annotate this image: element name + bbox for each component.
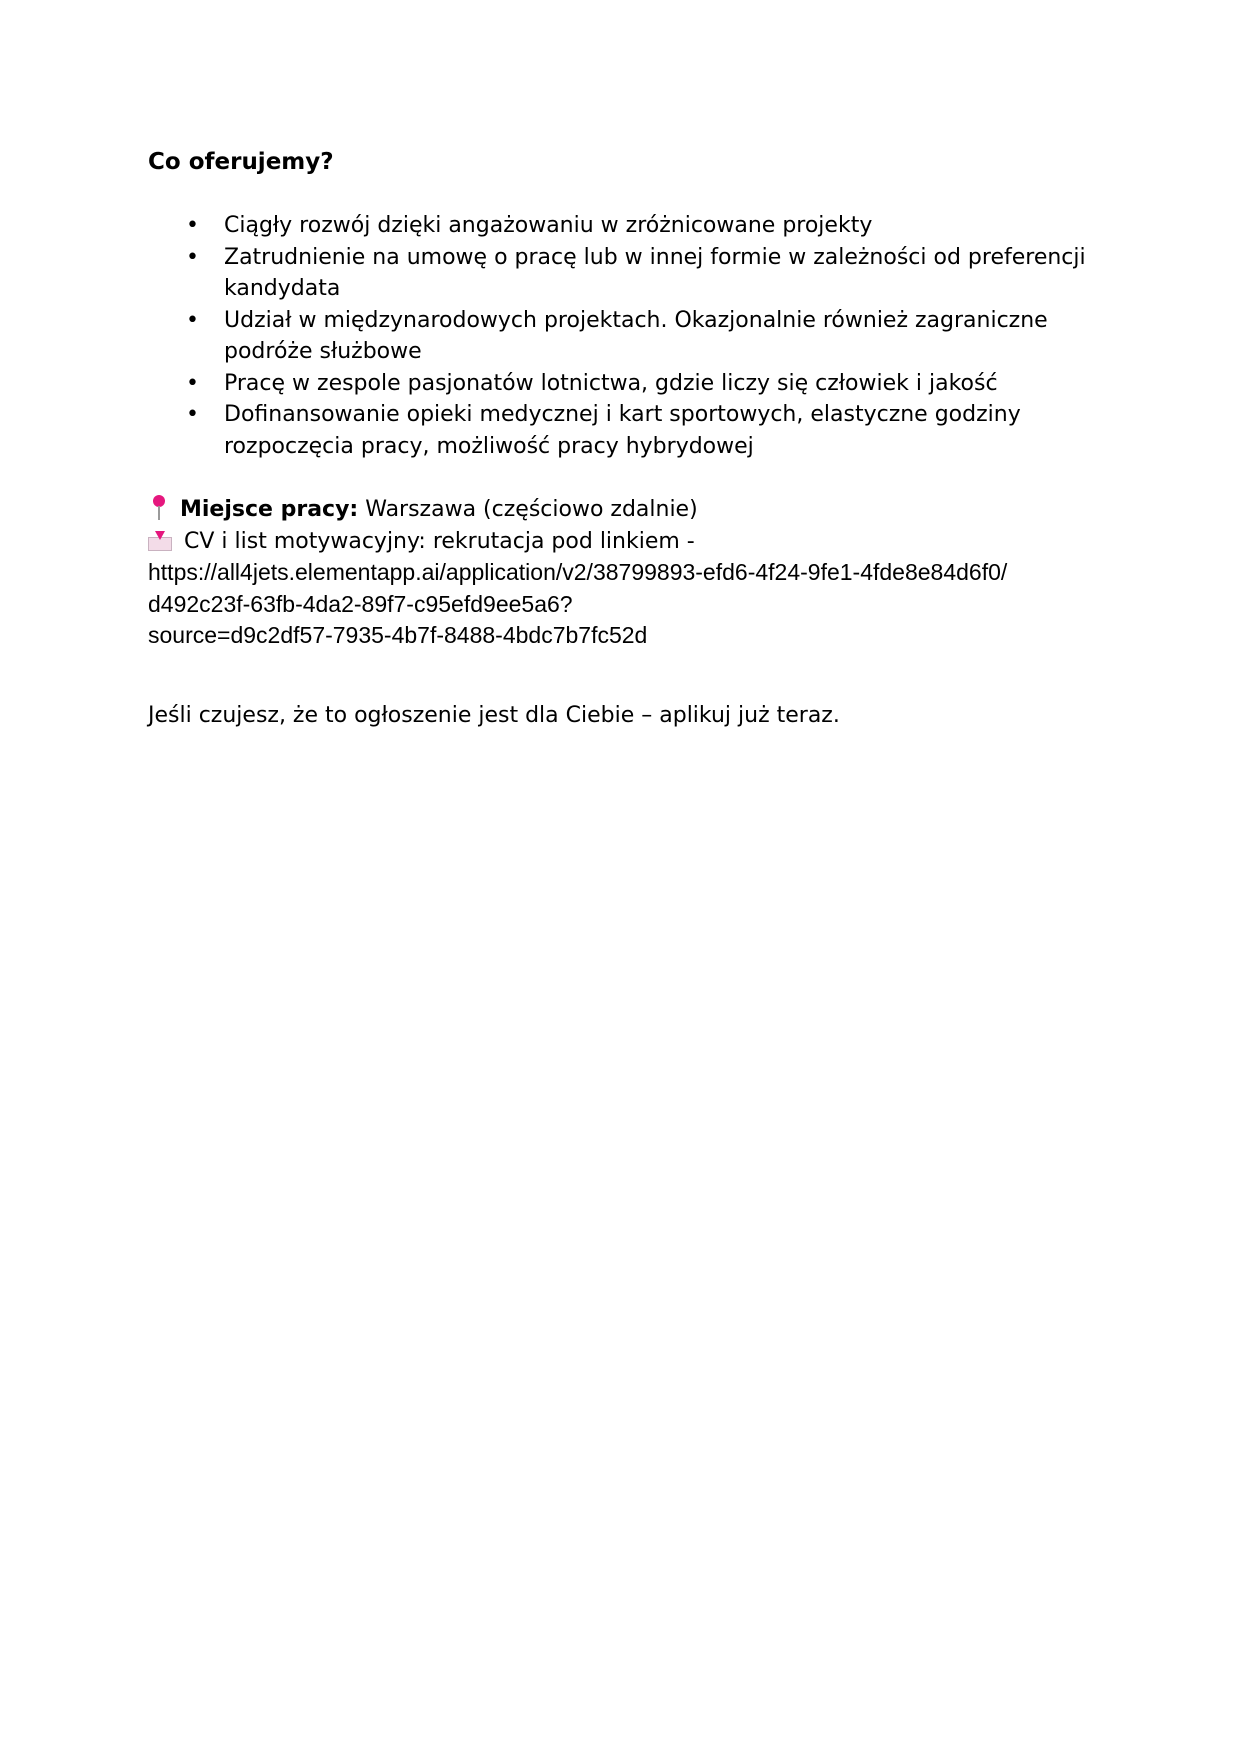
list-item-text: Dofinansowanie opieki medycznej i kart sportowych, elastyczne godziny xyxy=(224,402,1021,427)
offer-list xyxy=(148,210,1108,462)
envelope-with-arrow-icon xyxy=(148,531,174,551)
application-line xyxy=(148,526,1108,558)
list-item-text-continued: rozpoczęcia pracy, możliwość pracy hybrydowej xyxy=(224,433,754,459)
workplace-value: Warszawa (częściowo zdalnie) xyxy=(358,497,698,522)
workplace-line xyxy=(148,494,1108,526)
list-item-text: Ciągły rozwój dzięki angażowaniu w zróżnicowane projekty xyxy=(224,213,873,238)
pushpin-icon xyxy=(148,495,170,521)
document-page xyxy=(148,146,1108,728)
application-link-continued[interactable]: source=d9c2df57-7935-4b7f-8488-4bdc7b7fc52d xyxy=(148,622,648,648)
bullet: • xyxy=(186,213,199,238)
workplace-label: Miejsce pracy: xyxy=(180,497,359,522)
bullet: • xyxy=(186,402,199,427)
application-link-continued[interactable]: d492c23f-63fb-4da2-89f7-c95efd9ee5a6? xyxy=(148,590,573,617)
bullet: • xyxy=(186,244,199,270)
section-heading: Co oferujemy? xyxy=(148,149,334,175)
list-item xyxy=(148,305,1108,368)
list-item xyxy=(148,399,1108,462)
bullet: • xyxy=(186,370,199,396)
list-item xyxy=(148,242,1108,305)
list-item-text-continued: kandydata xyxy=(224,276,341,301)
list-item-text: Zatrudnienie na umowę o pracę lub w innej formie w zależności od preferencji xyxy=(224,244,1086,270)
list-item xyxy=(148,210,1108,242)
list-item xyxy=(148,368,1108,400)
job-details xyxy=(148,494,1108,652)
application-link[interactable]: https://all4jets.elementapp.ai/application/v2/38799893-efd6-4f24-9fe1-4fde8e84d6f0/ xyxy=(148,559,1008,585)
list-item-text: Udział w międzynarodowych projektach. Okazjonalnie również zagraniczne xyxy=(224,307,1048,333)
list-item-text-continued: podróże służbowe xyxy=(224,339,422,364)
application-text: CV i list motywacyjny: rekrutacja pod linkiem - xyxy=(184,528,695,554)
list-item-text: Pracę w zespole pasjonatów lotnictwa, gdzie liczy się człowiek i jakość xyxy=(224,370,998,396)
closing-sentence: Jeśli czujesz, że to ogłoszenie jest dla Ciebie – aplikuj już teraz. xyxy=(148,703,840,728)
bullet: • xyxy=(186,307,199,333)
